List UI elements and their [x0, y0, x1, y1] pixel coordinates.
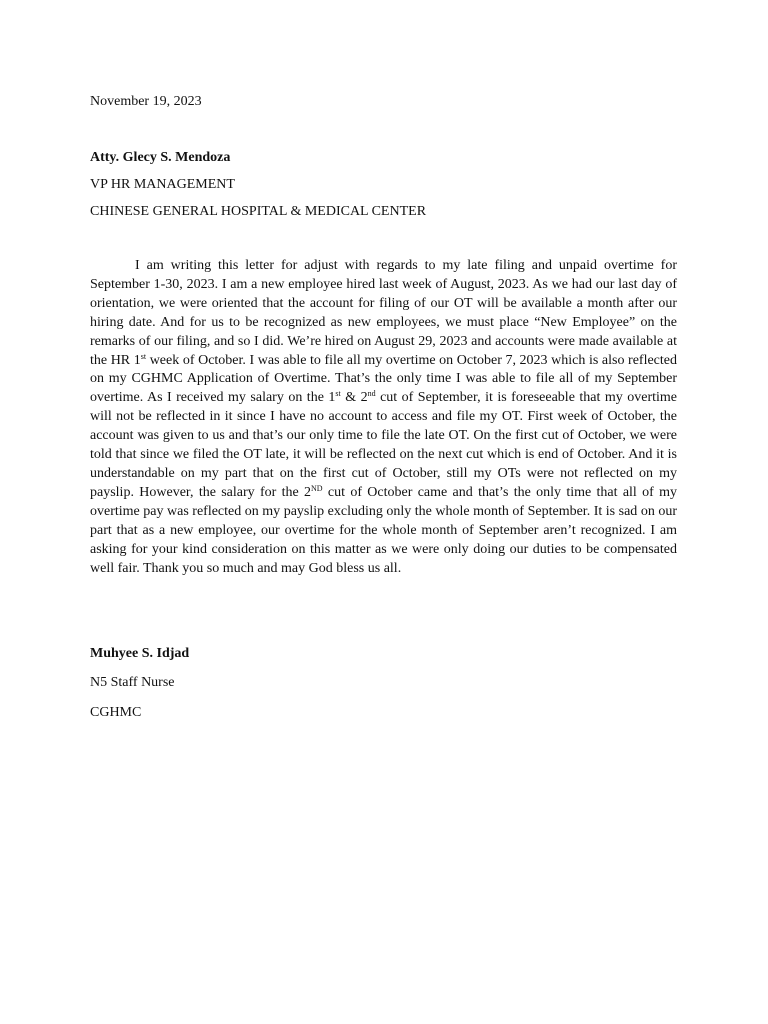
recipient-title: VP HR MANAGEMENT: [90, 177, 235, 192]
recipient-name: Atty. Glecy S. Mendoza: [90, 150, 231, 165]
letter-date: November 19, 2023: [90, 94, 202, 109]
signatory-name: Muhyee S. Idjad: [90, 646, 190, 661]
signatory-organization: CGHMC: [90, 705, 142, 720]
letter-body: [90, 257, 677, 578]
superscript-1: st: [140, 351, 147, 361]
superscript-3: nd: [367, 389, 376, 399]
recipient-organization: CHINESE GENERAL HOSPITAL & MEDICAL CENTER: [90, 204, 427, 219]
body-segment-1: I am writing this letter for adjust with regards to my late filing and unpaid overtime for September 1-30, 2023. I am a new employee hired last week of August, 2023. As we had our last day of orientation, we were oriented that the account for filing of our OT will be available a month after our hiring date. And for us to be recognized as new employees, we must place “New Employee” on the remarks of our filing, and so I did. We’re hired on August 29, 2023 and accounts were made available at the HR 1: [90, 258, 677, 368]
superscript-2: st: [335, 389, 341, 399]
superscript-4: ND: [311, 483, 323, 493]
body-segment-4: cut of September, it is foreseeable that my overtime will not be reflected in it since I have no account to access and file my OT. First week of October, the account was given to us and that’s our only time to file the late OT. On the first cut of October, we were told that since we filed the OT late, it will be reflected on the next cut which is end of October. And it is understandable on my part that on the first cut of October, still my OTs were not reflected on my payslip. However, the salary for the 2: [90, 390, 677, 500]
body-segment-3: & 2: [340, 390, 368, 406]
signatory-position: N5 Staff Nurse: [90, 675, 175, 690]
body-segment-5: cut of October came and that’s the only time that all of my overtime pay was reflected on my payslip excluding only the whole month of September. It is sad on our part that as a new employee, our overtime for the whole month of September aren’t recognized. I am asking for your kind consideration on this matter as we were only doing our duties to be compensated well fair. Thank you so much and may God bless us all.: [90, 484, 677, 576]
body-segment-2: week of October. I was able to file all my overtime on October 7, 2023 which is also reflected on my CGHMC Application of Overtime. That’s the only time I was able to file all of my September overtime. As I received my salary on the 1: [90, 352, 677, 406]
